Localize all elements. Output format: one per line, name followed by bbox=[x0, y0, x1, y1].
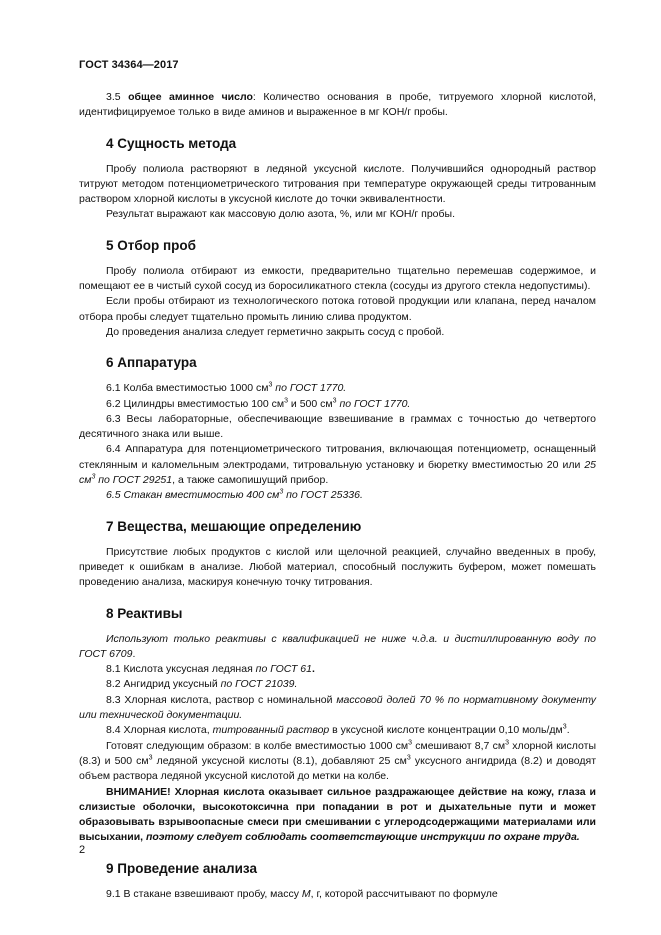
item-text: 8.3 Хлорная кислота, раствор с номинальной bbox=[106, 693, 337, 706]
item-text: и 500 см bbox=[288, 397, 333, 410]
section-7-para-1: Присутствие любых продуктов с кислой или щелочной реакцией, случайно введенных в пробу, приведет к ошибкам в анализе. Любой материал, способный послужить буфером, может помешать проведению анализа, маскируя конечную точку титрования. bbox=[79, 545, 596, 589]
section-4-title: 4 Сущность метода bbox=[106, 135, 237, 151]
item-6-3: 6.3 Весы лабораторные, обеспечивающие взвешивание в граммах с точностью до четвертого десятичного знака или выше. bbox=[79, 412, 596, 441]
superscript: 3 bbox=[406, 754, 411, 762]
item-8-3 bbox=[79, 693, 596, 724]
item-text-italic: 25 см bbox=[79, 458, 596, 487]
item-text: 8.4 Хлорная кислота, bbox=[106, 724, 213, 737]
superscript: 3 bbox=[279, 488, 284, 496]
item-6-5 bbox=[79, 488, 596, 503]
item-text: 6.4 Аппаратура для потенциометрического титрования, включающая потенциометр, оснащенный стеклянным и каломельным электродами, титровальную установку и бюретку вместимостью 20 или bbox=[79, 443, 596, 471]
intro-text: . bbox=[132, 647, 136, 660]
item-text: , г, которой рассчитывают по формуле bbox=[310, 887, 498, 900]
section-7-title: 7 Вещества, мешающие определению bbox=[106, 518, 362, 534]
item-8-1 bbox=[79, 662, 596, 677]
item-text: 6.1 Колба вместимостью 1000 см bbox=[106, 382, 269, 395]
superscript: 3 bbox=[408, 739, 413, 747]
intro-text: Используют только реактивы с квалификацией не ниже ч.д.а. и дистиллированную воду по ГОСТ 6709 bbox=[79, 632, 596, 660]
standard-ref: по ГОСТ 61 bbox=[255, 663, 312, 676]
item-text: 8.2 Ангидрид уксусный bbox=[106, 678, 221, 691]
item-text-italic: массовой долей 70 % по нормативному документу или технической документации. bbox=[79, 693, 596, 722]
item-6-2 bbox=[79, 397, 596, 412]
section-9-title: 9 Проведение анализа bbox=[106, 860, 257, 876]
section-8-intro bbox=[79, 632, 596, 663]
superscript: 3 bbox=[284, 397, 289, 405]
item-text: в уксусной кислоте концентрации 0,10 моль/дм bbox=[329, 724, 563, 737]
item-8-4 bbox=[79, 723, 596, 738]
superscript: 3 bbox=[91, 473, 96, 481]
warning-text-italic: поэтому следует соблюдать соответствующие инструкции по охране труда. bbox=[146, 831, 580, 844]
superscript: 3 bbox=[332, 397, 337, 405]
term: общее аминное число bbox=[128, 91, 253, 103]
section-5-para-1: Пробу полиола отбирают из емкости, предварительно тщательно перемешав содержимое, и помещают ее в чистый сухой сосуд из боросиликатного стекла (сосуды из другого стекла недопустимы). bbox=[79, 264, 596, 293]
item-text: смешивают 8,7 см bbox=[412, 739, 506, 752]
clause-number: 3.5 bbox=[106, 91, 129, 103]
item-text: 6.5 Стакан вместимостью 400 см bbox=[106, 489, 280, 502]
superscript: 3 bbox=[148, 754, 153, 762]
section-4-para-1: Пробу полиола растворяют в ледяной уксусной кислоте. Получившийся однородный раствор титруют методом потенциометрического титрования при температуре окружающей среды титрованным раствором хлорной кислоты в уксусной кислоте до точки эквивалентности. bbox=[79, 162, 596, 206]
section-8-title: 8 Реактивы bbox=[106, 605, 183, 621]
superscript: 3 bbox=[562, 723, 567, 731]
section-5-title: 5 Отбор проб bbox=[106, 237, 196, 253]
item-6-1 bbox=[79, 381, 596, 396]
variable: М bbox=[301, 887, 311, 900]
item-8-2 bbox=[79, 677, 596, 692]
superscript: 3 bbox=[268, 381, 273, 389]
section-4-para-2: Результат выражают как массовую долю азота, %, или мг КОН/г пробы. bbox=[106, 208, 456, 221]
section-5-para-2: Если пробы отбирают из технологического потока готовой продукции или клапана, перед началом отбора пробы следует тщательно промыть линию слива продуктом. bbox=[79, 295, 596, 323]
standard-ref: по ГОСТ 29251 bbox=[95, 474, 173, 487]
item-text: . bbox=[566, 724, 570, 737]
standard-header: ГОСТ 34364—2017 bbox=[79, 59, 179, 71]
standard-ref: по ГОСТ 25336. bbox=[283, 489, 363, 502]
item-text: хлорной кислоты (8.3) и 500 см bbox=[79, 739, 597, 767]
item-text: , а также самопишущий прибор. bbox=[172, 474, 329, 487]
item-text-italic: титрованный раствор bbox=[212, 724, 330, 737]
item-text: уксусного ангидрида (8.2) и доводят объем раствора ледяной уксусной кислотой до метки на колбе. bbox=[79, 754, 597, 783]
superscript: 3 bbox=[505, 739, 509, 747]
standard-ref: по ГОСТ 21039. bbox=[220, 678, 298, 691]
item-text: . bbox=[311, 663, 315, 676]
page-content bbox=[79, 90, 596, 902]
item-text: 6.2 Цилиндры вместимостью 100 см bbox=[106, 397, 285, 410]
item-8-4-preparation bbox=[79, 739, 596, 785]
clause-3-5 bbox=[79, 90, 596, 121]
standard-ref: по ГОСТ 1770. bbox=[272, 382, 347, 395]
definition: : Количество основания в пробе, титруемого хлорной кислотой, идентифицируемое только в виде аминов и выраженное в мг КОН/г пробы. bbox=[79, 91, 596, 119]
item-text: 9.1 В стакане взвешивают пробу, массу bbox=[106, 887, 302, 900]
warning-text: ВНИМАНИЕ! Хлорная кислота оказывает сильное раздражающее действие на кожу, глаза и слизистые оболочки, высокотоксична при попадании в рот и дыхательные пути и может образовывать взрывоопасные смеси при смешивании с углеродсодержащими материалами или высыхании, bbox=[79, 785, 596, 844]
section-5-para-3: До проведения анализа следует герметично закрыть сосуд с пробой. bbox=[106, 325, 445, 338]
item-9-1 bbox=[79, 887, 596, 902]
page-number: 2 bbox=[79, 844, 86, 856]
item-text: 8.1 Кислота уксусная ледяная bbox=[106, 663, 256, 676]
item-text: ледяной уксусной кислоты (8.1), добавляют 25 см bbox=[152, 754, 407, 767]
section-6-title: 6 Аппаратура bbox=[106, 355, 197, 371]
standard-ref: по ГОСТ 1770. bbox=[336, 397, 411, 410]
warning-note bbox=[79, 785, 596, 846]
item-text: Готовят следующим образом: в колбе вместимостью 1000 см bbox=[106, 739, 409, 752]
item-6-4 bbox=[79, 442, 596, 488]
